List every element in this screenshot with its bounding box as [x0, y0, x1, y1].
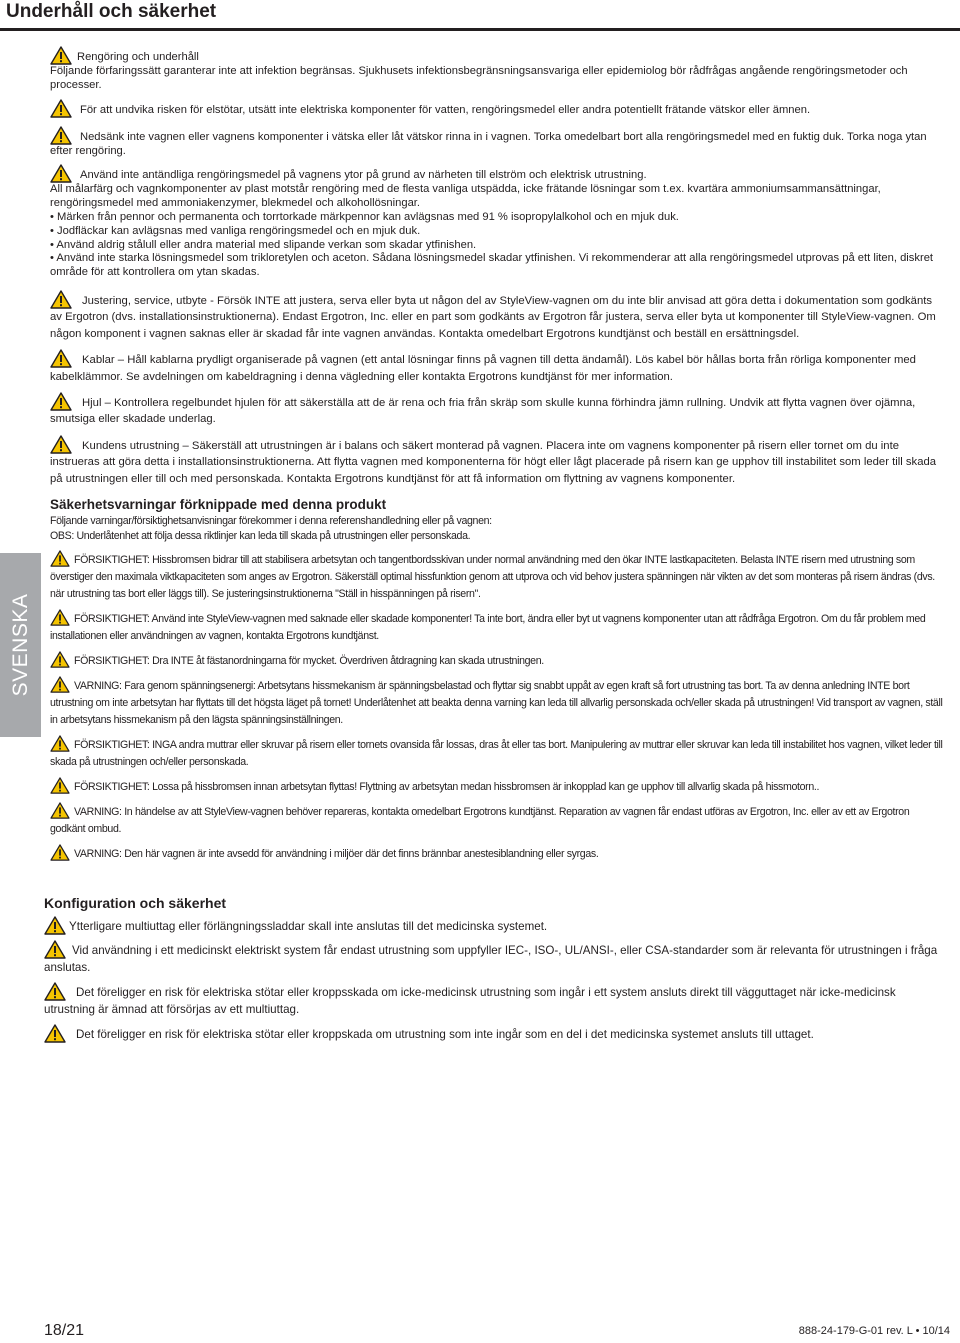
- wheels-text: Hjul – Kontrollera regelbundet hjulen för att säkerställa att de är rena och fria från skräp som skulle kunna förhindra jämn rullning. Undvik att flytta vagnen över ojämna, smutsiga eller skadade underlag.: [50, 397, 916, 426]
- cleaning-bullet: • Använd inte starka lösningsmedel som trikloretylen och aceton. Sådana lösningsmedel skadar ytfinishen. Vi rekommenderar att alla rengöringsmedel utprovas på ett liten, diskret område för att kontrollera om ytan skadas.: [50, 252, 934, 279]
- cleaning-warning-2: [50, 126, 946, 159]
- safety-section: [50, 496, 946, 863]
- config-item: [44, 1024, 944, 1043]
- safety-item: [50, 777, 946, 796]
- safety-item: [50, 735, 946, 771]
- config-item-text: Det föreligger en risk för elektriska stötar eller kroppsskada om icke-medicinsk utrustning som ingår i ett system ansluts direkt till vägguttaget när icke-medicinsk utrustning är ämnad att försörjas av ett multiuttag.: [44, 986, 896, 1016]
- cleaning-warning-1-text: För att undvika risken för elstötar, utsätt inte elektriska komponenter för vatten, rengöringsmedel eller andra potentiellt frätande vätskor eller ämnen.: [80, 103, 811, 116]
- config-item-text: Det föreligger en risk för elektriska stötar eller kroppskada om utrustning som inte ingår som en del i det medicinska systemet ansluts till uttaget.: [76, 1028, 814, 1041]
- warning-triangle-icon: [50, 651, 70, 668]
- safety-intro: Följande varningar/försiktighetsanvisningar förekommer i denna referenshandledning eller på vagnen:: [50, 515, 492, 527]
- document-number: 888-24-179-G-01 rev. L • 10/14: [798, 1325, 950, 1337]
- warning-triangle-icon: [50, 46, 72, 65]
- cables-paragraph: [50, 349, 946, 385]
- language-side-tab: [0, 553, 41, 737]
- warning-triangle-icon: [44, 982, 66, 1001]
- page-header: [0, 0, 960, 36]
- warning-triangle-icon: [50, 435, 72, 454]
- safety-item-text: FÖRSIKTIGHET: Lossa på hissbromsen innan arbetsytan flyttas! Flyttning av arbetsytan medan hissbromsen är inkopplad kan ge upphov till allvarlig skada på hissmotorn..: [74, 781, 820, 793]
- safety-item-text: VARNING: In händelse av att StyleView-vagnen behöver repareras, kontakta omedelbart Ergotrons kundtjänst. Reparation av vagnen får endast utföras av Ergotron, Inc. eller av ett av Ergotron godkänt ombud.: [50, 806, 910, 835]
- warning-triangle-icon: [50, 844, 70, 861]
- cleaning-section: [50, 46, 946, 280]
- safety-item-text: FÖRSIKTIGHET: Använd inte StyleView-vagnen med saknade eller skadade komponenter! Ta inte bort, ändra eller byt ut vagnens komponenter utan att rådfråga Ergotron. Om du får problem med installationen eller användningen av vagnen, kontakta Ergotrons kundtjänst.: [50, 613, 926, 642]
- cleaning-warning-2-text: Nedsänk inte vagnen eller vagnens komponenter i vätska eller låt vätskor rinna in i vagnen. Torka omedelbart bort alla rengöringsmedel med en fuktig duk. Torka noga ytan efter rengöring.: [50, 130, 927, 157]
- cleaning-bullet: • Jodfläckar kan avlägsnas med vanliga rengöringsmedel och en mjuk duk.: [50, 224, 421, 237]
- cleaning-title: Rengöring och underhåll: [77, 51, 199, 63]
- warning-triangle-icon: [44, 940, 66, 959]
- config-item-text: Vid användning i ett medicinskt elektriskt system får endast utrustning som uppfyller IEC-, ISO-, UL/ANSI-, eller CSA-standarder som är relevanta för utrustningen i fråga anslutas.: [44, 944, 938, 974]
- equipment-paragraph: [50, 435, 946, 487]
- safety-item-text: FÖRSIKTIGHET: Hissbromsen bidrar till att stabilisera arbetsytan och tangentbordsskivan under normal användning med den ökar INTE lastkapaciteten. Belasta INTE risern med utrustning som överstiger den maximala viktkapaciteten som anges av Ergotron. Säkerställ optimal hissfunktion genom att utprova och vid behov justera spänningen när vikten av det som monteras på risern ändras (dvs. när utrustning tas bort eller läggs till). Se justeringsinstruktionerna "Ställ in hisspänningen på risern".: [50, 554, 935, 600]
- page-title: Underhåll och säkerhet: [6, 1, 217, 22]
- cables-text: Kablar – Håll kablarna prydligt organiserade på vagnen (ett antal lösningar finns på vagnen till detta ändamål). Lös kabel bör hållas borta från rörliga komponenter med kabelklämmor. Se avdelningen om kabeldragning i denna vägledning eller kontakta Ergotrons kundtjänst för mer information.: [50, 354, 916, 383]
- safety-note: OBS: Underlåtenhet att följa dessa riktlinjer kan leda till skada på utrustningen eller personskada.: [50, 530, 471, 542]
- language-label: SVENSKA: [8, 593, 32, 697]
- config-heading: Konfiguration och säkerhet: [44, 895, 227, 911]
- warning-triangle-icon: [50, 349, 72, 368]
- service-text: Justering, service, utbyte - Försök INTE att justera, serva eller byta ut någon del av StyleView-vagnen om du inte blir anvisad att göra detta i dokumentation som godkänts av Ergotron (dvs. installationsinstruktionerna). Endast Ergotron, Inc. eller en part som godkänts av Ergotron får justera, serva eller byta ut komponenter till StyleView-vagnen. Om någon komponent i vagnen saknas eller är skadad får inte vagnen användas. Kontakta omedelbart Ergotrons kundtjänst och beställ en ersättningsdel.: [50, 295, 936, 340]
- service-paragraph: [50, 290, 946, 342]
- config-section: [44, 894, 944, 1043]
- page-number: 18/21: [44, 1322, 85, 1339]
- warning-triangle-icon: [50, 735, 70, 752]
- config-item: [44, 982, 944, 1018]
- cleaning-warning-1: [50, 99, 946, 118]
- cleaning-intro: Följande förfaringssätt garanterar inte att infektion begränsas. Sjukhusets infektionsbegränsningsansvariga eller epidemiolog bör rådfrågas angående rengöringsmetoder och processer.: [50, 65, 908, 91]
- safety-item: [50, 609, 946, 645]
- warning-triangle-icon: [50, 290, 72, 309]
- config-item: [44, 916, 944, 935]
- config-item: [44, 940, 944, 976]
- cleaning-title-line: [50, 46, 946, 65]
- cleaning-bullet: • Använd aldrig stålull eller andra material med slipande verkan som skadar ytfinishen.: [50, 238, 477, 251]
- warning-triangle-icon: [50, 550, 70, 567]
- cleaning-warning-3: [50, 164, 946, 183]
- warning-triangle-icon: [44, 1024, 66, 1043]
- safety-heading: Säkerhetsvarningar förknippade med denna produkt: [50, 497, 387, 512]
- wheels-paragraph: [50, 392, 946, 428]
- safety-item: [50, 802, 946, 838]
- cleaning-paint-note: All målarfärg och vagnkomponenter av plast motstår rengöring med de flesta vanliga utspädda, icke frätande lösningar som t.ex. kvartära ammoniumsammansättningar, rengöringsmedel med ammoniakenzymer, blekmedel och alkohollösningar.: [50, 183, 881, 210]
- safety-item: [50, 676, 946, 729]
- equipment-text: Kundens utrustning – Säkerställ att utrustningen är i balans och säkert monterad på vagnen. Placera inte om vagnens komponenter på risern eller tornet om du inte instrueras att göra detta i installationsinstruktionerna. Att flytta vagnen med komponenterna för högt eller lågt placerade på risern kan ge upphov till instabilitet som leder till skada på utrustningen eller till och med personskada. Kontakta Ergotrons kundtjänst för att få information om flyttning av vagnens komponenter.: [50, 439, 937, 485]
- warning-triangle-icon: [50, 164, 72, 183]
- warning-triangle-icon: [50, 777, 70, 794]
- config-item-text: Ytterligare multiuttag eller förlängningssladdar skall inte anslutas till det medicinska systemet.: [69, 920, 548, 933]
- cleaning-bullet: • Märken från pennor och permanenta och torrtorkade märkpennor kan avlägsnas med 91 % isopropylalkohol och en mjuk duk.: [50, 210, 679, 223]
- safety-item-text: VARNING: Fara genom spänningsenergi: Arbetsytans hissmekanism är spänningsbelastad och flyttar sig snabbt uppåt av egen kraft så fort utrustning tas bort. Ta av denna anledning INTE bort utrustning om inte arbetsytan har flyttats till det högsta läget på tornet! Underlåtenhet att beakta denna varning kan leda till allvarlig personskada och/eller skada på utrustningen! Vid transport av vagnen, ställ in arbetsytans hissmekanism på den lägsta spänningsinställningen.: [50, 680, 943, 726]
- safety-item: [50, 844, 946, 863]
- header-rule: [0, 28, 960, 31]
- safety-item-text: FÖRSIKTIGHET: INGA andra muttrar eller skruvar på risern eller tornets ovansida får lossas, dras åt eller tas bort. Manipulering av muttrar eller skruvar kan leda till instabilitet hos vagnen, vilket leder till skada på utrustningen och/eller personskada.: [50, 739, 943, 768]
- cleaning-warning-3-text: Använd inte antändliga rengöringsmedel på vagnens ytor på grund av närheten till elström och elektrisk utrustning.: [80, 169, 647, 182]
- safety-item-text: FÖRSIKTIGHET: Dra INTE åt fästanordningarna för mycket. Överdriven åtdragning kan skada utrustningen.: [74, 655, 544, 667]
- warning-triangle-icon: [50, 609, 70, 626]
- safety-item: [50, 651, 946, 670]
- warning-triangle-icon: [50, 126, 72, 145]
- warning-triangle-icon: [50, 99, 72, 118]
- warning-triangle-icon: [50, 676, 70, 693]
- maintenance-section: [50, 290, 946, 487]
- warning-triangle-icon: [44, 916, 66, 935]
- warning-triangle-icon: [50, 392, 72, 411]
- safety-item-text: VARNING: Den här vagnen är inte avsedd för användning i miljöer där det finns brännbar anestesiblandning eller syrgas.: [74, 848, 599, 860]
- safety-item: [50, 550, 946, 603]
- warning-triangle-icon: [50, 802, 70, 819]
